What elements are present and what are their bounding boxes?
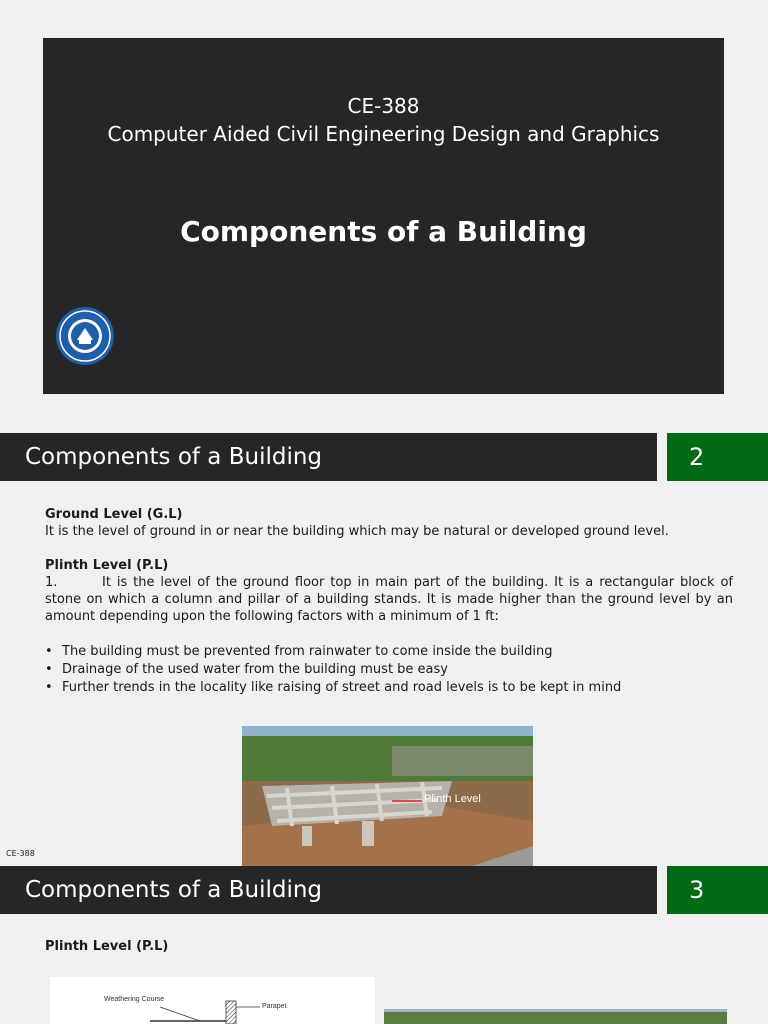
plinth-photo-2 — [384, 1009, 727, 1024]
page-number: 3 — [667, 866, 768, 914]
plinth-level-heading: Plinth Level (P.L) — [45, 939, 169, 954]
slide-title: Components of a Building — [180, 215, 587, 248]
plinth-level-section — [45, 938, 733, 955]
course-name: Computer Aided Civil Engineering Design and Graphics — [107, 122, 660, 146]
plinth-level-text: It is the level of the ground floor top in main part of the building. It is a rectangular block of stone on which a column and pillar of a building stands. It is made higher than the ground level by an amount depending upon the following factors with a minimum of 1 ft: — [45, 575, 733, 624]
plinth-level-photo — [242, 726, 533, 866]
course-code: CE-388 — [347, 94, 420, 118]
title-slide — [43, 38, 724, 394]
ground-level-heading: Ground Level (G.L) — [45, 507, 183, 522]
page-number: 2 — [667, 433, 768, 481]
plinth-level-heading: Plinth Level (P.L) — [45, 558, 169, 573]
plinth-factors-list — [45, 643, 733, 697]
plinth-number: 1. — [45, 575, 58, 590]
ground-level-section — [45, 506, 733, 540]
plinth-level-paragraph — [45, 574, 733, 625]
slide-header: Components of a Building — [0, 866, 657, 914]
plinth-level-section — [45, 557, 733, 625]
slide-header: Components of a Building — [0, 433, 657, 481]
plinth-diagram — [50, 977, 375, 1024]
university-seal-icon — [55, 306, 115, 366]
diagram-label-parapet: Parapet — [262, 1003, 287, 1010]
photo-label: Plinth Level — [424, 793, 481, 805]
list-item: • Drainage of the used water from the building must be easy — [45, 661, 733, 679]
footer-course-code: CE-388 — [6, 849, 35, 858]
diagram-label-weathering: Weathering Course — [104, 996, 165, 1003]
list-item: • The building must be prevented from rainwater to come inside the building — [45, 643, 733, 661]
list-item: • Further trends in the locality like raising of street and road levels is to be kept in mind — [45, 679, 733, 697]
ground-level-text: It is the level of ground in or near the building which may be natural or developed ground level. — [45, 524, 669, 539]
